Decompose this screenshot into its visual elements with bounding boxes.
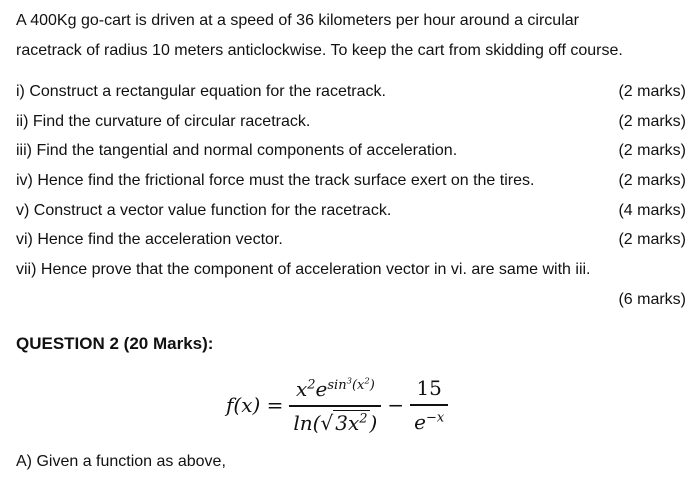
part-vii [16,255,686,285]
part-text: vii) Hence prove that the component of acceleration vector in vi. are same with iii. [16,261,591,279]
minus-sign: − [387,393,405,417]
first-numerator: $x^2e^{sin^3(x^2)}$ [295,375,375,402]
part-marks: (2 marks) [618,83,686,100]
first-fraction [289,375,381,434]
intro-line-2: racetrack of radius 10 meters anticlockwise. To keep the cart from skidding off course. [16,42,623,59]
part-marks: (2 marks) [618,142,686,160]
part-ii [16,107,686,137]
part-a-text: A) Given a function as above, [16,453,226,470]
part-text: ii) Find the curvature of circular racetrack. [16,112,311,130]
formula-lhs: f(x) = [226,393,284,417]
part-text: v) Construct a vector value function for the racetrack. [16,201,392,219]
second-denominator: $e^{-x}$ [414,409,445,434]
part-marks: (4 marks) [618,201,686,219]
part-iv [16,166,686,196]
part-marks: (2 marks) [618,231,686,249]
function-formula [226,365,454,445]
part-vi [16,225,686,255]
part-v [16,196,686,226]
part-text: i) Construct a rectangular equation for the racetrack. [16,83,386,100]
part-marks: (6 marks) [618,290,686,308]
question-parts-list [16,77,686,315]
part-text: vi) Hence find the acceleration vector. [16,231,283,249]
question-2-heading: QUESTION 2 (20 Marks): [16,334,214,353]
part-vii-marks-row [16,285,686,315]
part-text: iii) Find the tangential and normal components of acceleration. [16,142,458,160]
part-marks: (2 marks) [618,172,686,190]
part-text: iv) Hence find the frictional force must the track surface exert on the tires. [16,172,535,190]
intro-line-1: A 400Kg go-cart is driven at a speed of 36 kilometers per hour around a circular [16,12,579,29]
first-denominator: ln(√ $3x^2$ ) [293,410,378,435]
second-numerator: 15 [416,376,442,401]
intro-paragraph [16,6,686,66]
second-fraction [410,376,448,433]
part-i [16,77,686,107]
part-marks: (2 marks) [618,112,686,130]
part-iii [16,136,686,166]
